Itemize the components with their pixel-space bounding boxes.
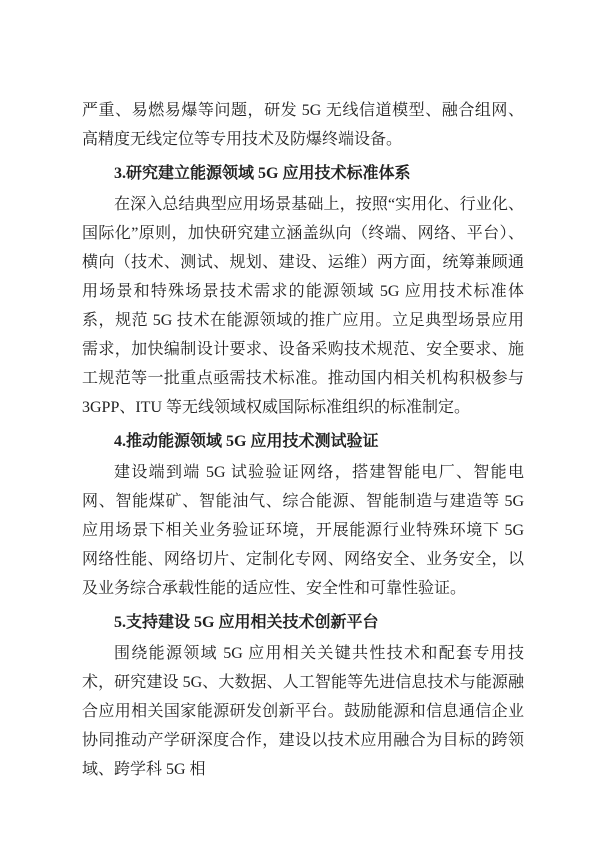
section-3-paragraph: 在深入总结典型应用场景基础上，按照“实用化、行业化、国际化”原则，加快研究建立涵盖纵向（终端、网络、平台）、横向（技术、测试、规划、建设、运维）两方面，统筹兼顾通用场景和特殊场景技术需求的能源领域 5G 应用技术标准体系，规范 5G 技术在能源领域的推广应用。立足典型场景应用需求，加快编制设计要求、设备采购技术规范、安全要求、施工规范等一批重点亟需技术标准。推动国内相关机构积极参与 3GPP、ITU 等无线领域权威国际标准组织的标准制定。: [82, 196, 524, 416]
section-4-paragraph: 建设端到端 5G 试验验证网络，搭建智能电厂、智能电网、智能煤矿、智能油气、综合能源、智能制造与建造等 5G 应用场景下相关业务验证环境，开展能源行业特殊环境下 5G 网络性能、网络切片、定制化专网、网络安全、业务安全，以及业务综合承载性能的适应性、安全性和可靠性验证。: [82, 464, 524, 597]
document-text-column: [82, 96, 524, 784]
section-5-paragraph: 围绕能源领域 5G 应用相关关键共性技术和配套专用技术，研究建设 5G、大数据、人工智能等先进信息技术与能源融合应用相关国家能源研发创新平台。鼓励能源和信息通信企业协同推动产学研深度合作，建设以技术应用融合为目标的跨领域、跨学科 5G 相: [82, 645, 524, 778]
section-heading-5: 5.支持建设 5G 应用相关技术创新平台: [114, 614, 379, 631]
section-heading-4: 4.推动能源领域 5G 应用技术测试验证: [114, 433, 379, 450]
section-heading-3: 3.研究建立能源领域 5G 应用技术标准体系: [114, 165, 411, 182]
paragraph-continuation-top: 严重、易燃易爆等问题，研发 5G 无线信道模型、融合组网、高精度无线定位等专用技术及防爆终端设备。: [82, 102, 524, 148]
